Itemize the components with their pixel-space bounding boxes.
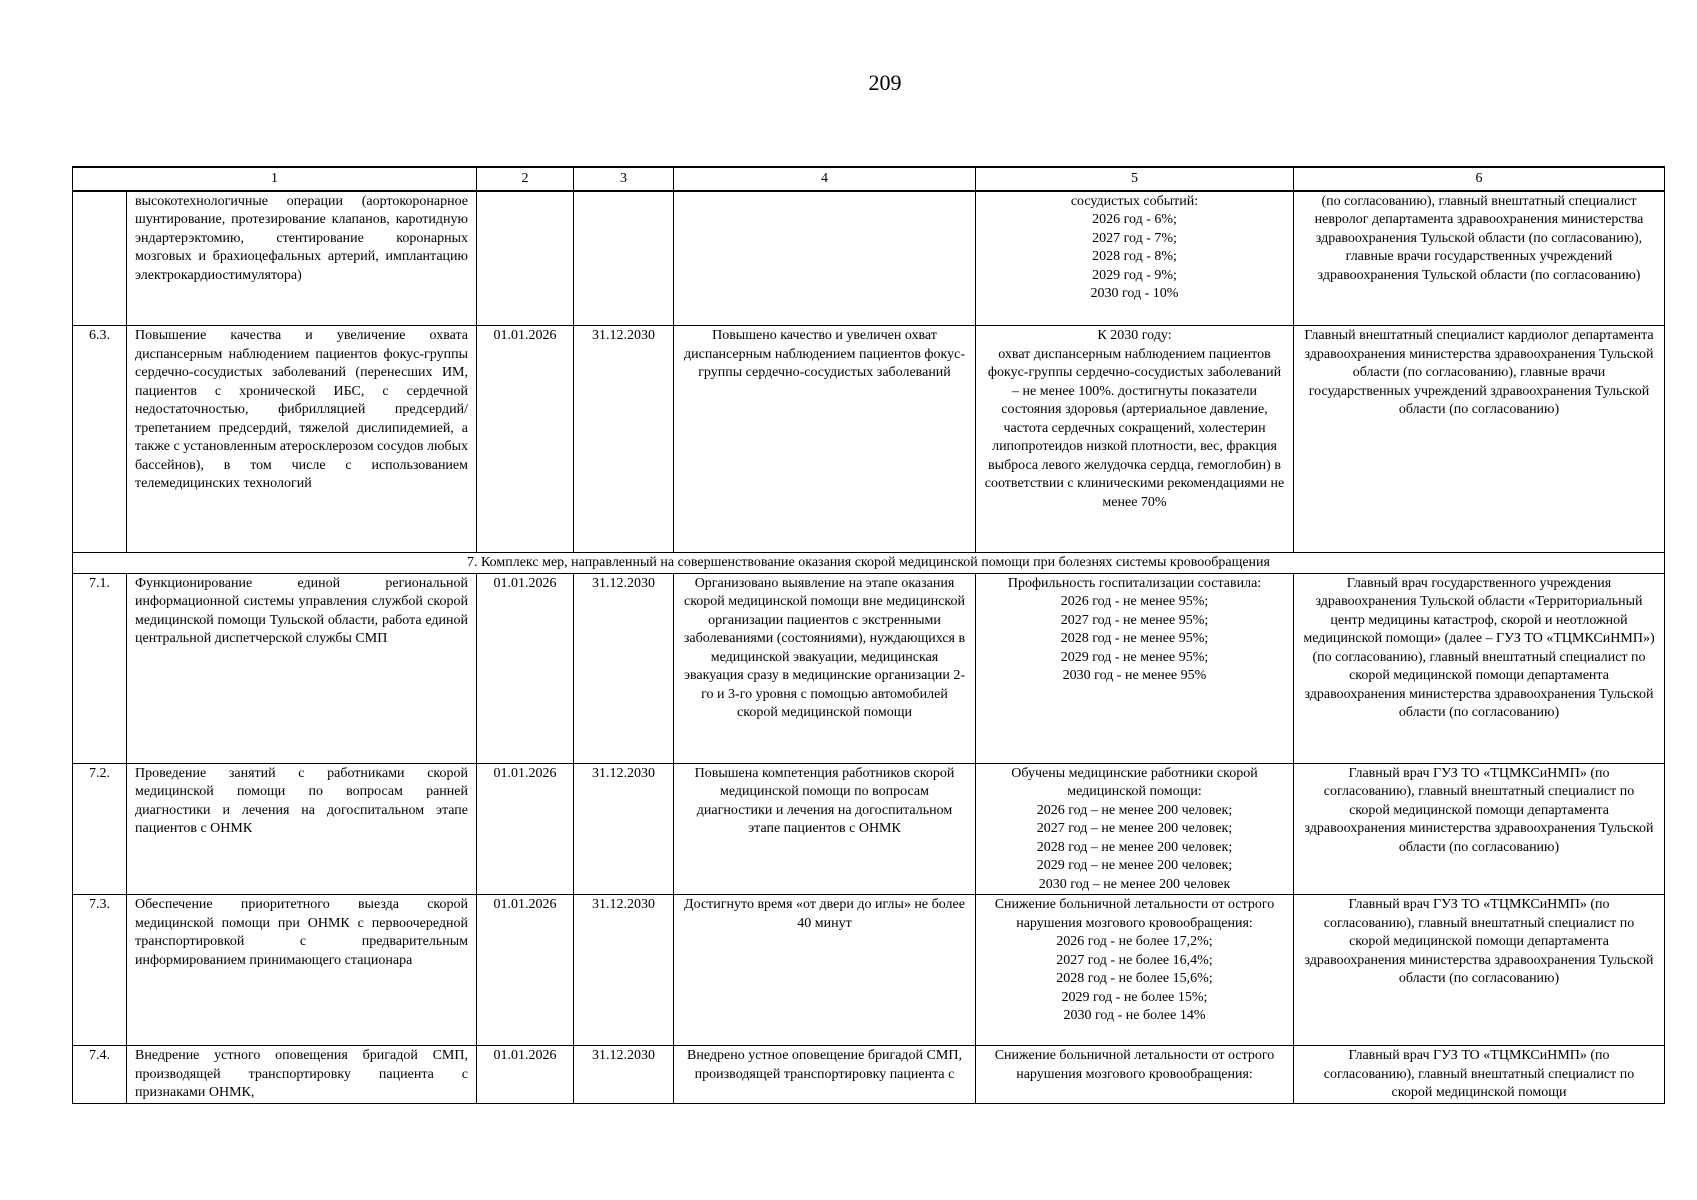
header-col-4: 4 (674, 167, 976, 191)
table-row (73, 895, 1665, 1046)
indicator-line: 2027 год - не более 16,4%; (1056, 952, 1213, 968)
end-date: 31.12.2030 (574, 1046, 674, 1104)
table-row (73, 1046, 1665, 1104)
result-cell: Достигнуто время «от двери до иглы» не более 40 минут (674, 895, 976, 1046)
row-number: 7.4. (73, 1046, 127, 1104)
table-row (73, 763, 1665, 895)
section-row (73, 553, 1665, 574)
indicator-line: 2030 год - не менее 95% (1062, 668, 1207, 683)
indicator-cell (976, 573, 1294, 763)
table-row (73, 326, 1665, 553)
indicator-line: Обучены медицинские работники скорой медицинской помощи: (1011, 765, 1258, 799)
responsible-cell: Главный врач ГУЗ ТО «ТЦМКСиНМП» (по согласованию), главный внештатный специалист по скорой медицинской помощи департамента здравоохранения министерства здравоохранения Тульской области (по согласованию) (1294, 895, 1665, 1046)
end-date: 31.12.2030 (574, 326, 674, 553)
row-number: 7.1. (73, 573, 127, 763)
section-title: 7. Комплекс мер, направленный на совершенствование оказания скорой медицинской помощи при болезнях системы кровообращения (73, 553, 1665, 574)
indicator-cell (976, 763, 1294, 895)
table-row (73, 573, 1665, 763)
measure-cell: Проведение занятий с работниками скорой медицинской помощи по вопросам ранней диагностики и лечения на догоспитальном этапе пациентов с ОНМК (127, 763, 477, 895)
result-cell: Повышена компетенция работников скорой медицинской помощи по вопросам диагностики и лечения на догоспитальном этапе пациентов с ОНМК (674, 763, 976, 895)
result-cell: Внедрено устное оповещение бригадой СМП, производящей транспортировку пациента с (674, 1046, 976, 1104)
indicator-line: 2027 год – не менее 200 человек; (1036, 821, 1233, 836)
indicator-line: 2028 год - не более 15,6%; (1056, 971, 1213, 986)
indicator-line: Снижение больничной летальности от острого нарушения мозгового кровообращения: (994, 897, 1275, 931)
indicator-line: 2030 год – не менее 200 человек (1038, 876, 1231, 892)
responsible-cell: Главный врач ГУЗ ТО «ТЦМКСиНМП» (по согласованию), главный внештатный специалист по скорой медицинской помощи (1294, 1046, 1665, 1104)
header-col-6: 6 (1294, 167, 1665, 191)
indicator-line: 2026 год – не менее 200 человек; (1036, 802, 1233, 818)
measures-table (72, 166, 1665, 1104)
indicator-line: 2030 год - 10% (1090, 286, 1179, 301)
responsible-cell: Главный врач ГУЗ ТО «ТЦМКСиНМП» (по согласованию), главный внештатный специалист по скорой медицинской помощи департамента здравоохранения министерства здравоохранения Тульской области (по согласованию) (1294, 763, 1665, 895)
indicator-cell (976, 191, 1294, 326)
indicator-line: 2029 год - 9%; (1092, 267, 1177, 283)
table-row (73, 191, 1665, 326)
measure-cell: Функционирование единой региональной информационной системы управления службой скорой медицинской помощи Тульской области, работа единой центральной диспетчерской службы СМП (127, 573, 477, 763)
start-date: 01.01.2026 (477, 573, 574, 763)
indicator-line: 2028 год – не менее 200 человек; (1036, 839, 1233, 855)
header-col-3: 3 (574, 167, 674, 191)
header-col-2: 2 (477, 167, 574, 191)
indicator-line: Снижение больничной летальности от острого нарушения мозгового кровообращения: (994, 1048, 1275, 1082)
end-date: 31.12.2030 (574, 763, 674, 895)
responsible-cell: Главный врач государственного учреждения здравоохранения Тульской области «Территориальный центр медицины катастроф, скорой и неотложной медицинской помощи» (далее – ГУЗ ТО «ТЦМКСиНМП») (по согласованию), главный внештатный специалист по скорой медицинской помощи департамента здравоохранения министерства здравоохранения Тульской области (по согласованию) (1294, 573, 1665, 763)
start-date: 01.01.2026 (477, 895, 574, 1046)
start-date: 01.01.2026 (477, 763, 574, 895)
row-number: 6.3. (73, 326, 127, 553)
header-row (73, 167, 1665, 191)
result-cell (674, 191, 976, 326)
start-date (477, 191, 574, 326)
indicator-line: 2029 год - не более 15%; (1061, 989, 1208, 1005)
indicator-line: 2027 год - не менее 95%; (1060, 612, 1209, 628)
indicator-line: К 2030 году: (1097, 328, 1172, 343)
indicator-line: 2026 год - не более 17,2%; (1056, 934, 1213, 949)
indicator-line: 2026 год - 6%; (1092, 212, 1177, 227)
indicator-line: охват диспансерным наблюдением пациентов фокус-группы сердечно-сосудистых заболеваний – не менее 100%. достигнуты показатели состояния здоровья (артериальное давление, частота сердечных сокращений, холестерин липопротеидов низкой плотности, вес, фракция выброса левого желудочка сердца, гемоглобин) в соответствии с клиническими рекомендациями не менее 70% (984, 346, 1285, 510)
measure-cell: Обеспечение приоритетного выезда скорой медицинской помощи при ОНМК с первоочередной транспортировкой с предварительным информированием принимающего стационара (127, 895, 477, 1046)
measure-cell: Внедрение устного оповещения бригадой СМП, производящей транспортировку пациента с признаками ОНМК, (127, 1046, 477, 1104)
indicator-line: 2028 год - не менее 95%; (1060, 631, 1209, 646)
indicator-line: сосудистых событий: (1070, 193, 1199, 209)
indicator-cell (976, 895, 1294, 1046)
indicator-line: Профильность госпитализации составила: (1007, 575, 1262, 591)
indicator-line: 2027 год - 7%; (1092, 230, 1177, 246)
row-number (73, 191, 127, 326)
responsible-cell: (по согласованию), главный внештатный специалист невролог департамента здравоохранения министерства здравоохранения Тульской области (по согласованию), главные врачи государственных учреждений здравоохранения Тульской области (по согласованию) (1294, 191, 1665, 326)
indicator-line: 2026 год - не менее 95%; (1060, 594, 1209, 609)
start-date: 01.01.2026 (477, 1046, 574, 1104)
result-cell: Повышено качество и увеличен охват диспансерным наблюдением пациентов фокус-группы сердечно-сосудистых заболеваний (674, 326, 976, 553)
end-date (574, 191, 674, 326)
result-cell: Организовано выявление на этапе оказания скорой медицинской помощи вне медицинской организации пациентов с экстренными заболеваниями (состояниями), нуждающихся в медицинской эвакуации, медицинская эвакуация сразу в медицинские организации 2-го и 3-го уровня с помощью автомобилей скорой медицинской помощи (674, 573, 976, 763)
end-date: 31.12.2030 (574, 573, 674, 763)
start-date: 01.01.2026 (477, 326, 574, 553)
measure-cell: высокотехнологичные операции (аортокоронарное шунтирование, протезирование клапанов, каротидную эндартерэктомию, стентирование коронарных мозговых и брахиоцефальных артерий, имплантацию электрокардиостимулятора) (127, 191, 477, 326)
indicator-line: 2028 год - 8%; (1092, 249, 1177, 264)
responsible-cell: Главный внештатный специалист кардиолог департамента здравоохранения министерства здравоохранения Тульской области (по согласованию), главные врачи государственных учреждений здравоохранения Тульской области (по согласованию) (1294, 326, 1665, 553)
measure-cell: Повышение качества и увеличение охвата диспансерным наблюдением пациентов фокус-группы сердечно-сосудистых заболеваний (перенесших ИМ, пациентов с хронической ИБС, с сердечной недостаточностью, фибрилляцией предсердий/трепетанием предсердий, тяжелой дислипидемией, а также с установленным атеросклерозом сосудов любых бассейнов), в том числе с использованием телемедицинских технологий (127, 326, 477, 553)
end-date: 31.12.2030 (574, 895, 674, 1046)
page-number: 209 (868, 70, 902, 95)
indicator-line: 2030 год - не более 14% (1063, 1008, 1206, 1023)
indicator-cell (976, 1046, 1294, 1104)
row-number: 7.3. (73, 895, 127, 1046)
indicator-line: 2029 год - не менее 95%; (1060, 649, 1209, 665)
indicator-line: 2029 год – не менее 200 человек; (1036, 858, 1233, 873)
header-col-1: 1 (73, 167, 477, 191)
indicator-cell (976, 326, 1294, 553)
header-col-5: 5 (976, 167, 1294, 191)
row-number: 7.2. (73, 763, 127, 895)
